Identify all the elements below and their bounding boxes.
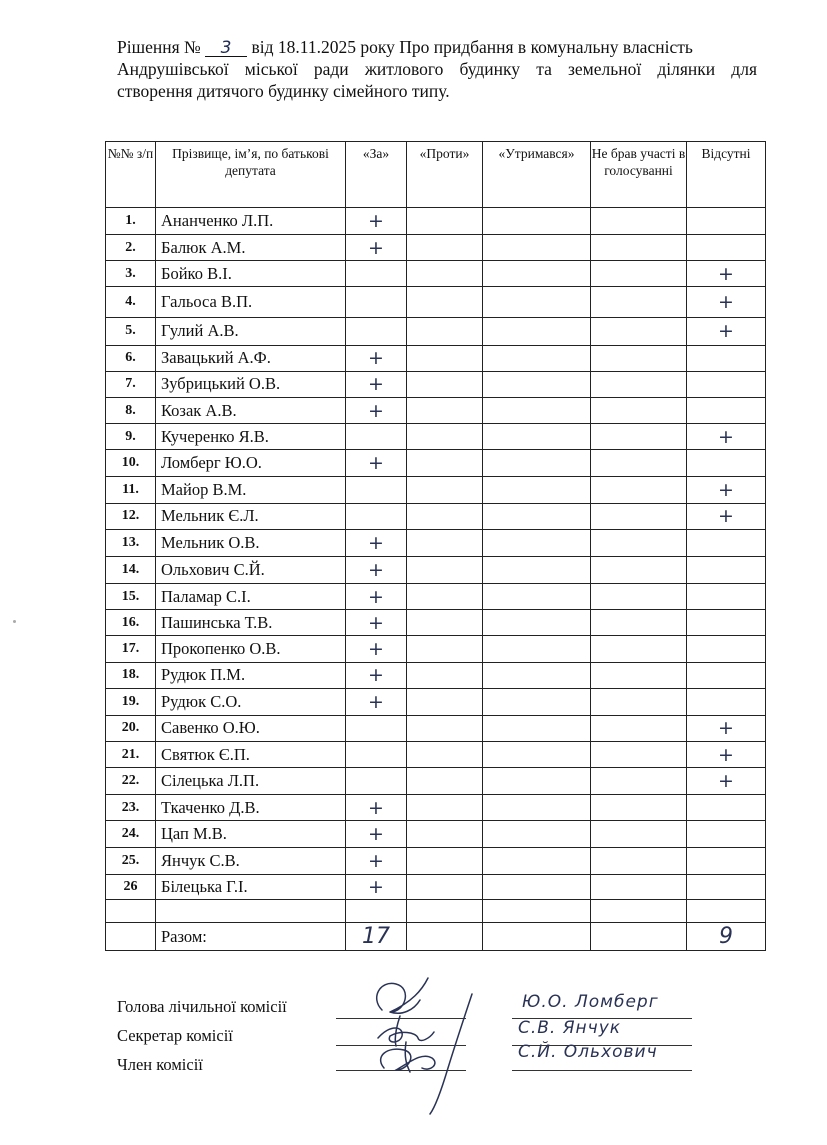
- table-row: [106, 768, 766, 795]
- row-number: 10.: [106, 450, 156, 477]
- table-empty-row: [106, 900, 766, 923]
- vote-for-mark: +: [346, 610, 407, 636]
- vote-for-mark: +: [346, 398, 407, 424]
- row-number: 8.: [106, 398, 156, 424]
- commission-signatures: [117, 992, 287, 1079]
- vote-abstained-cell: [483, 636, 591, 662]
- header-for: «За»: [346, 142, 407, 208]
- vote-against-cell: [407, 345, 483, 371]
- table-row: [106, 235, 766, 261]
- deputy-name: Цап М.В.: [156, 821, 346, 847]
- absent-mark: +: [687, 317, 766, 345]
- row-number: 24.: [106, 821, 156, 847]
- vote-abstained-cell: [483, 235, 591, 261]
- not-voted-cell: [591, 235, 687, 261]
- table-row: [106, 556, 766, 583]
- scan-speck: [13, 620, 16, 623]
- vote-against-cell: [407, 450, 483, 477]
- row-number: 11.: [106, 477, 156, 503]
- not-voted-cell: [591, 584, 687, 610]
- table-row: [106, 662, 766, 688]
- vote-for-mark: +: [346, 821, 407, 847]
- vote-for-mark: [346, 287, 407, 317]
- row-number: 20.: [106, 715, 156, 741]
- absent-mark: [687, 371, 766, 397]
- absent-mark: [687, 529, 766, 556]
- deputy-name: Кучеренко Я.В.: [156, 424, 346, 450]
- row-number: 2.: [106, 235, 156, 261]
- not-voted-cell: [591, 741, 687, 767]
- row-number: 16.: [106, 610, 156, 636]
- vote-abstained-cell: [483, 688, 591, 715]
- not-voted-cell: [591, 874, 687, 899]
- handwritten-signatures: [360, 972, 490, 1122]
- table-row: [106, 424, 766, 450]
- deputy-name: Сілецька Л.П.: [156, 768, 346, 795]
- total-absent: 9: [687, 923, 766, 951]
- table-row: [106, 477, 766, 503]
- vote-for-mark: +: [346, 874, 407, 899]
- not-voted-cell: [591, 662, 687, 688]
- absent-mark: [687, 610, 766, 636]
- vote-abstained-cell: [483, 741, 591, 767]
- row-number: 17.: [106, 636, 156, 662]
- not-voted-cell: [591, 636, 687, 662]
- row-number: 5.: [106, 317, 156, 345]
- deputy-name: Рудюк П.М.: [156, 662, 346, 688]
- table-row: [106, 371, 766, 397]
- row-number: 12.: [106, 503, 156, 529]
- vote-against-cell: [407, 636, 483, 662]
- vote-for-mark: [346, 477, 407, 503]
- vote-abstained-cell: [483, 610, 591, 636]
- absent-mark: [687, 584, 766, 610]
- not-voted-cell: [591, 371, 687, 397]
- row-number: 26: [106, 874, 156, 899]
- deputy-name: Мельник Є.Л.: [156, 503, 346, 529]
- decision-label: Рішення №: [117, 37, 201, 57]
- row-number: 6.: [106, 345, 156, 371]
- vote-abstained-cell: [483, 398, 591, 424]
- header-not-voted: Не брав участі в голосуванні: [591, 142, 687, 208]
- vote-against-cell: [407, 795, 483, 821]
- name-line-member: [512, 1070, 692, 1071]
- vote-against-cell: [407, 287, 483, 317]
- not-voted-cell: [591, 688, 687, 715]
- vote-for-mark: [346, 317, 407, 345]
- table-header-row: [106, 142, 766, 208]
- deputy-name: Прокопенко О.В.: [156, 636, 346, 662]
- vote-against-cell: [407, 715, 483, 741]
- absent-mark: +: [687, 715, 766, 741]
- not-voted-cell: [591, 715, 687, 741]
- vote-against-cell: [407, 741, 483, 767]
- absent-mark: [687, 450, 766, 477]
- absent-mark: +: [687, 477, 766, 503]
- table-row: [106, 208, 766, 235]
- absent-mark: +: [687, 503, 766, 529]
- row-number: 1.: [106, 208, 156, 235]
- row-number: 21.: [106, 741, 156, 767]
- vote-against-cell: [407, 235, 483, 261]
- vote-against-cell: [407, 529, 483, 556]
- deputy-name: Бойко В.І.: [156, 261, 346, 287]
- vote-for-mark: +: [346, 235, 407, 261]
- table-total-row: [106, 923, 766, 951]
- vote-for-mark: +: [346, 208, 407, 235]
- role-secretary: Секретар комісії: [117, 1026, 233, 1045]
- deputy-name: Гальоса В.П.: [156, 287, 346, 317]
- vote-abstained-cell: [483, 345, 591, 371]
- not-voted-cell: [591, 398, 687, 424]
- absent-mark: [687, 398, 766, 424]
- member-name-handwritten: С.Й. Ольхович: [518, 1042, 658, 1062]
- absent-mark: [687, 874, 766, 899]
- vote-abstained-cell: [483, 821, 591, 847]
- absent-mark: +: [687, 741, 766, 767]
- table-row: [106, 584, 766, 610]
- row-number: 4.: [106, 287, 156, 317]
- absent-mark: [687, 345, 766, 371]
- vote-for-mark: [346, 424, 407, 450]
- absent-mark: [687, 795, 766, 821]
- absent-mark: [687, 208, 766, 235]
- not-voted-cell: [591, 610, 687, 636]
- voting-table: [105, 141, 766, 951]
- vote-against-cell: [407, 584, 483, 610]
- vote-for-mark: [346, 768, 407, 795]
- table-row: [106, 503, 766, 529]
- vote-against-cell: [407, 261, 483, 287]
- not-voted-cell: [591, 287, 687, 317]
- absent-mark: [687, 821, 766, 847]
- deputy-name: Ткаченко Д.В.: [156, 795, 346, 821]
- vote-abstained-cell: [483, 584, 591, 610]
- absent-mark: +: [687, 287, 766, 317]
- vote-against-cell: [407, 371, 483, 397]
- deputy-name: Ломберг Ю.О.: [156, 450, 346, 477]
- vote-against-cell: [407, 503, 483, 529]
- not-voted-cell: [591, 424, 687, 450]
- not-voted-cell: [591, 345, 687, 371]
- head-name-handwritten: Ю.О. Ломберг: [522, 992, 659, 1012]
- vote-against-cell: [407, 610, 483, 636]
- table-row: [106, 795, 766, 821]
- vote-against-cell: [407, 398, 483, 424]
- heading-line-3: створення дитячого будинку сімейного типу.: [117, 81, 450, 101]
- table-row: [106, 741, 766, 767]
- deputy-name: Ананченко Л.П.: [156, 208, 346, 235]
- heading-line-1: [117, 36, 757, 58]
- total-for: 17: [346, 923, 407, 951]
- not-voted-cell: [591, 847, 687, 874]
- deputy-name: Майор В.М.: [156, 477, 346, 503]
- not-voted-cell: [591, 317, 687, 345]
- vote-for-mark: +: [346, 371, 407, 397]
- vote-abstained-cell: [483, 662, 591, 688]
- row-number: 3.: [106, 261, 156, 287]
- deputy-name: Гулий А.В.: [156, 317, 346, 345]
- vote-abstained-cell: [483, 715, 591, 741]
- not-voted-cell: [591, 450, 687, 477]
- deputy-name: Савенко О.Ю.: [156, 715, 346, 741]
- vote-abstained-cell: [483, 795, 591, 821]
- vote-abstained-cell: [483, 556, 591, 583]
- vote-abstained-cell: [483, 874, 591, 899]
- table-row: [106, 847, 766, 874]
- table-row: [106, 821, 766, 847]
- not-voted-cell: [591, 477, 687, 503]
- absent-mark: +: [687, 768, 766, 795]
- vote-for-mark: +: [346, 450, 407, 477]
- deputy-name: Пашинська Т.В.: [156, 610, 346, 636]
- absent-mark: +: [687, 424, 766, 450]
- vote-against-cell: [407, 477, 483, 503]
- vote-abstained-cell: [483, 450, 591, 477]
- vote-against-cell: [407, 874, 483, 899]
- table-row: [106, 529, 766, 556]
- vote-abstained-cell: [483, 477, 591, 503]
- vote-for-mark: [346, 715, 407, 741]
- vote-against-cell: [407, 847, 483, 874]
- vote-against-cell: [407, 424, 483, 450]
- vote-against-cell: [407, 688, 483, 715]
- row-number: 7.: [106, 371, 156, 397]
- total-label: Разом:: [156, 923, 346, 951]
- absent-mark: [687, 662, 766, 688]
- table-row: [106, 450, 766, 477]
- heading-line-2: Андрушівської міської ради житлового будинку та земельної ділянки для: [117, 59, 757, 79]
- deputy-name: Козак А.В.: [156, 398, 346, 424]
- header-name: Прізвище, ім’я, по батькові депутата: [156, 142, 346, 208]
- header-number: №№ з/п: [106, 142, 156, 208]
- vote-abstained-cell: [483, 261, 591, 287]
- row-number: 15.: [106, 584, 156, 610]
- row-number: 25.: [106, 847, 156, 874]
- header-abstained: «Утримався»: [483, 142, 591, 208]
- vote-for-mark: +: [346, 662, 407, 688]
- vote-abstained-cell: [483, 424, 591, 450]
- table-row: [106, 287, 766, 317]
- not-voted-cell: [591, 821, 687, 847]
- vote-abstained-cell: [483, 847, 591, 874]
- vote-against-cell: [407, 556, 483, 583]
- vote-for-mark: +: [346, 795, 407, 821]
- deputy-name: Ольхович С.Й.: [156, 556, 346, 583]
- header-absent: Відсутні: [687, 142, 766, 208]
- row-number: 14.: [106, 556, 156, 583]
- header-against: «Проти»: [407, 142, 483, 208]
- vote-for-mark: +: [346, 688, 407, 715]
- table-row: [106, 261, 766, 287]
- table-row: [106, 636, 766, 662]
- table-row: [106, 398, 766, 424]
- role-member: Член комісії: [117, 1055, 203, 1074]
- vote-abstained-cell: [483, 768, 591, 795]
- vote-for-mark: [346, 503, 407, 529]
- absent-mark: [687, 847, 766, 874]
- row-number: 19.: [106, 688, 156, 715]
- vote-for-mark: +: [346, 584, 407, 610]
- deputy-name: Паламар С.І.: [156, 584, 346, 610]
- vote-for-mark: [346, 261, 407, 287]
- not-voted-cell: [591, 503, 687, 529]
- row-number: 22.: [106, 768, 156, 795]
- deputy-name: Святюк Є.П.: [156, 741, 346, 767]
- not-voted-cell: [591, 795, 687, 821]
- decision-heading: [117, 36, 757, 102]
- not-voted-cell: [591, 208, 687, 235]
- deputy-name: Завацький А.Ф.: [156, 345, 346, 371]
- table-row: [106, 688, 766, 715]
- deputy-name: Янчук С.В.: [156, 847, 346, 874]
- table-row: [106, 317, 766, 345]
- absent-mark: [687, 235, 766, 261]
- vote-abstained-cell: [483, 287, 591, 317]
- deputy-name: Зубрицький О.В.: [156, 371, 346, 397]
- heading-line1-text: від 18.11.2025 року Про придбання в комунальну власність: [251, 37, 693, 57]
- row-number: 18.: [106, 662, 156, 688]
- table-row: [106, 345, 766, 371]
- vote-for-mark: +: [346, 847, 407, 874]
- deputy-name: Білецька Г.І.: [156, 874, 346, 899]
- not-voted-cell: [591, 768, 687, 795]
- not-voted-cell: [591, 556, 687, 583]
- vote-against-cell: [407, 662, 483, 688]
- vote-against-cell: [407, 317, 483, 345]
- vote-for-mark: +: [346, 636, 407, 662]
- table-row: [106, 715, 766, 741]
- decision-number: 3: [205, 40, 247, 57]
- row-number: 13.: [106, 529, 156, 556]
- vote-for-mark: +: [346, 529, 407, 556]
- vote-abstained-cell: [483, 529, 591, 556]
- vote-against-cell: [407, 821, 483, 847]
- secretary-name-handwritten: С.В. Янчук: [518, 1018, 622, 1038]
- vote-abstained-cell: [483, 317, 591, 345]
- vote-abstained-cell: [483, 208, 591, 235]
- absent-mark: [687, 636, 766, 662]
- vote-for-mark: +: [346, 556, 407, 583]
- vote-for-mark: +: [346, 345, 407, 371]
- role-head: Голова лічильної комісії: [117, 997, 287, 1016]
- vote-against-cell: [407, 768, 483, 795]
- row-number: 23.: [106, 795, 156, 821]
- absent-mark: [687, 556, 766, 583]
- table-row: [106, 874, 766, 899]
- deputy-name: Мельник О.В.: [156, 529, 346, 556]
- table-row: [106, 610, 766, 636]
- vote-for-mark: [346, 741, 407, 767]
- vote-abstained-cell: [483, 371, 591, 397]
- not-voted-cell: [591, 529, 687, 556]
- not-voted-cell: [591, 261, 687, 287]
- vote-against-cell: [407, 208, 483, 235]
- deputy-name: Балюк А.М.: [156, 235, 346, 261]
- vote-abstained-cell: [483, 503, 591, 529]
- deputy-name: Рудюк С.О.: [156, 688, 346, 715]
- absent-mark: [687, 688, 766, 715]
- row-number: 9.: [106, 424, 156, 450]
- absent-mark: +: [687, 261, 766, 287]
